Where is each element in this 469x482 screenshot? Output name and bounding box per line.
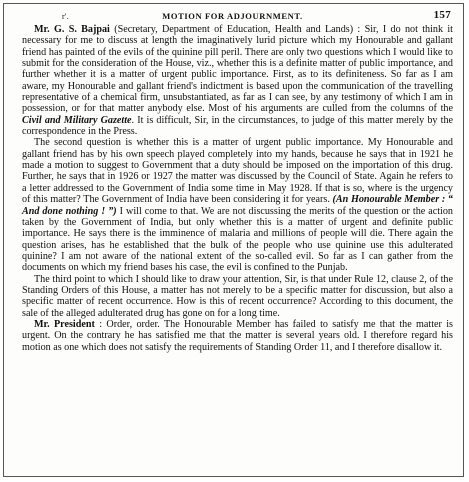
page-number: 157: [433, 9, 451, 21]
interjection: (An Honourable Member : “ And done nothing ! ”): [22, 194, 453, 217]
newspaper-title: Civil and Military Gazette: [22, 114, 132, 126]
running-title: MOTION FOR ADJOURNMENT.: [162, 11, 303, 21]
speaker-name: Mr. President: [34, 318, 95, 330]
paragraph-bajpai-1: [22, 24, 453, 137]
paragraph-text: (Secretary, Department of Education, Health and Lands) : Sir, I do not think it necessary for me to discuss at length the imaginatively lurid picture which my Honourable and gallant friend has painted of the evils of the quinine pill peril. There are only two questions which I would like to submit for the consideration of the House, viz., whether this is a definite matter of public importance, and further whether it is a matter of urgent public importance. First, as to its definiteness. So far as I am aware, my Honourable and gallant friend's indictment is based upon the communication of the travelling representative of a chemical firm, unsubstantiated, as far as I can see, by any testimony of which I am in possession, or for that matter anybody else. Most of his arguments are culled from the columns of the: [22, 24, 453, 115]
paragraph-president: [22, 319, 453, 353]
paragraph-bajpai-2: [22, 137, 453, 273]
document-body: [22, 24, 453, 353]
page-header: [10, 10, 455, 24]
paragraph-text: The third point to which I should like to draw your attention, Sir, is that under Rule 12, clause 2, of the Standing Orders of this House, a matter has not merely to be a specific matter for discussion, but also a specific matter of recent occurrence. How is this of recent occurrence? According to this document, the sale of the alleged adulterated drug has gone on for a long time.: [22, 273, 453, 319]
header-mark: r'.: [62, 12, 70, 21]
paragraph-text: I will come to that. We are not discussing the merits of the question or the action taken by the Government of India, but only whether this is a matter of urgent and definite public importance. He says there is the imminence of malaria and millions of people will die. There again the question arises, has he established that the bulk of the people who use quinine use this adulterated quinine? I am not aware of the national extent of the so-called evil. So far as I can gather from the documents on which my friend bases his case, the evil is confined to the Punjab.: [22, 205, 453, 274]
document-page: [3, 3, 464, 477]
paragraph-text: The second question is whether this is a matter of urgent public importance. My Honourable and gallant friend has by his own speech played completely into my hands, because he says that in 1921 he made a motion to suggest to Government that a duty should be imposed on the importation of this drug. Further, he says that in 1926 or 1927 the matter was discussed by the Council of State. Again he refers to a letter addressed to the Government of India some time in May 1928. If that is so, where is the urgency of this matter? The Government of India have been considering it for years.: [22, 137, 453, 206]
paragraph-text: . It is difficult, Sir, in the circumstances, to judge of this matter merely by the correspondence in the Press.: [22, 114, 454, 138]
paragraph-bajpai-3: [22, 274, 453, 319]
speaker-name: Mr. G. S. Bajpai: [34, 24, 110, 35]
paragraph-text: : Order, order. The Honourable Member has failed to satisfy me that the matter is urgent. On the contrary he has satisfied me that the matter is several years old. I therefore regard his motion as one which does not satisfy the requirements of Standing Order 11, and I therefore disallow it.: [22, 318, 453, 353]
